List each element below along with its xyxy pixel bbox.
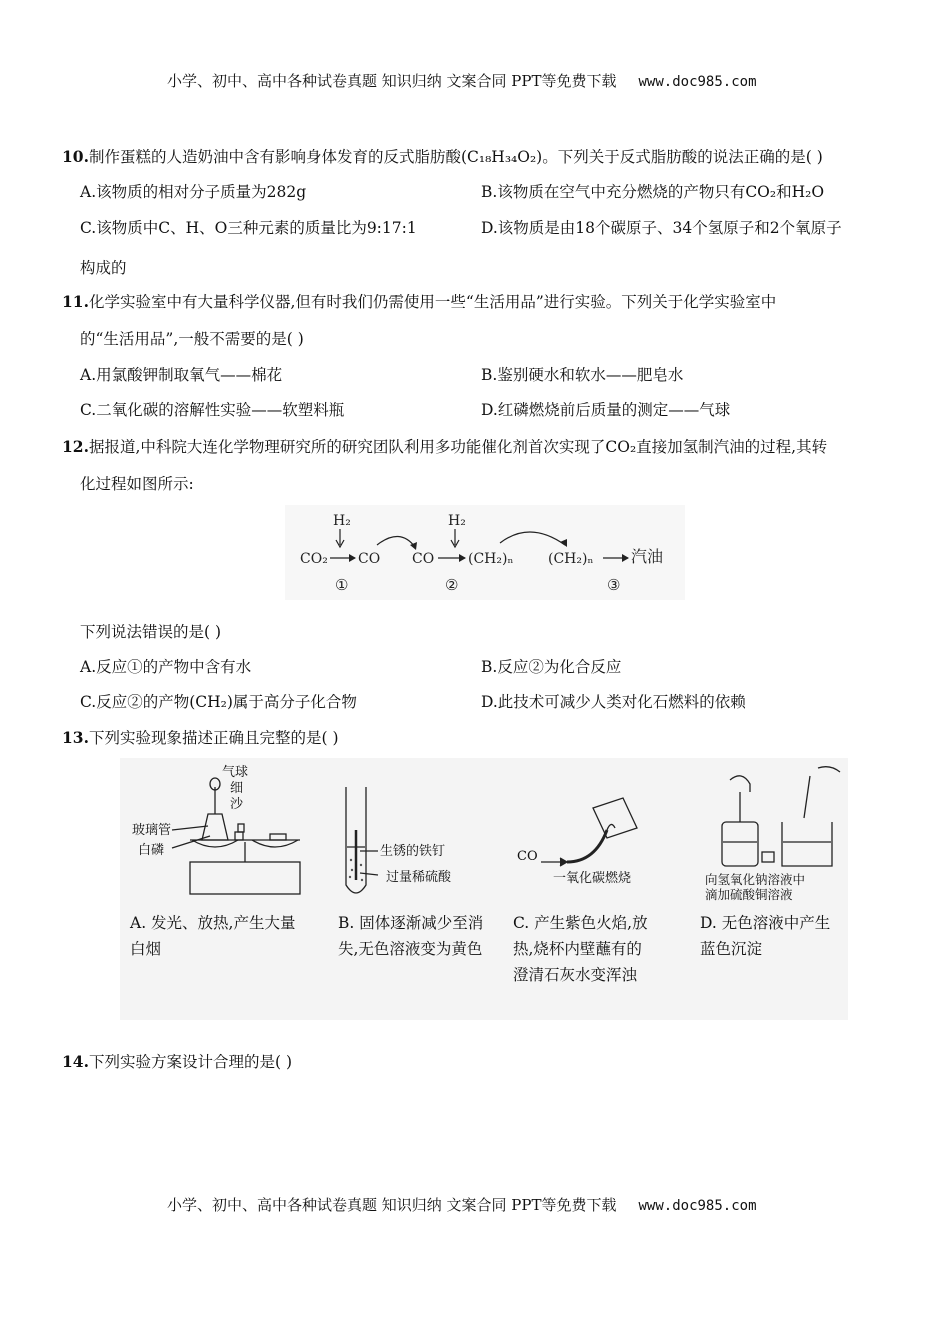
figure-c-co-combustion [515,790,675,890]
weight-2 [238,824,244,832]
q12-option-d: D.此技术可减少人类对化石燃料的依赖 [481,693,746,711]
q12-option-a: A.反应①的产物中含有水 [80,658,252,676]
q11-option-c: C.二氧化碳的溶解性实验——软塑料瓶 [80,401,345,419]
q12-option-c: C.反应②的产物(CH₂)属于高分子化合物 [80,693,357,711]
q10-option-d-cont: 构成的 [80,259,127,277]
question-number: 14. [62,1052,89,1071]
left-pan [192,840,238,847]
label-co-burning: 一氧化碳燃烧 [553,871,632,886]
page-header [167,70,757,91]
figure-c-caption: C. 产生紫色火焰,放热,烧杯内壁蘸有的澄清石灰水变浑浊 [513,914,648,984]
question-14-stem: 14.下列实验方案设计合理的是( ) [62,1052,292,1071]
question-number: 11. [62,292,89,311]
question-10-stem: 10.制作蛋糕的人造奶油中含有影响身体发育的反式脂肪酸(C₁₈H₃₄O₂)。下列关于反式脂肪酸的说法正确的是( ) [62,147,823,166]
question-number: 13. [62,728,89,747]
question-number: 10. [62,147,89,166]
conversion-diagram [285,505,685,600]
co2-label: CO₂ [300,551,328,567]
ch2-label-b: (CH₂)ₙ [548,551,594,567]
figure-a-caption: A. 发光、放热,产生大量白烟 [130,914,296,958]
figure-d-beakers [700,762,850,902]
label-sand-1: 细 [230,781,244,796]
weight-3 [270,834,286,840]
question-11-stem: 11.化学实验室中有大量科学仪器,但有时我们仍需使用一些“生活用品”进行实验。下列关于化学实验室中 [62,292,777,311]
dropper-right [804,776,810,818]
question-number: 12. [62,437,89,456]
step-2-label: ② [445,576,459,594]
q10-option-c: C.该物质中C、H、O三种元素的质量比为9:17:1 [80,219,417,237]
figure-b-test-tube [338,785,488,905]
q10-option-d: D.该物质是由18个碳原子、34个氢原子和2个氧原子 [481,219,842,237]
step-1-label: ① [335,576,349,594]
gasoline-label: 汽油 [631,547,664,566]
q11-option-d: D.红磷燃烧前后质量的测定——气球 [481,401,731,419]
hand-left [730,776,750,792]
label-cuso4: 滴加硫酸铜溶液 [705,887,793,902]
question-12-stem-cont: 化过程如图所示: [80,475,194,493]
question-12-substem: 下列说法错误的是( ) [80,623,222,641]
hand-right [818,767,840,772]
leader-acid [360,873,378,875]
q12-option-b: B.反应②为化合反应 [481,658,622,676]
figure-a-balance [130,762,315,902]
ch2-label-a: (CH₂)ₙ [468,551,514,567]
gas-arrowhead [560,858,567,866]
q10-option-a: A.该物质的相对分子质量为282g [80,183,307,201]
reagent-bottle [722,822,758,866]
q11-option-b: B.鉴别硬水和软水——肥皂水 [481,366,684,384]
bottle-stopper [762,852,774,862]
beaker [782,822,832,866]
label-rusty-nail: 生锈的铁钉 [380,844,446,859]
header-text: 小学、初中、高中各种试卷真题 知识归纳 文案合同 PPT等免费下载 [167,72,617,90]
flame [607,824,615,830]
question-12-stem: 12.据报道,中科院大连化学物理研究所的研究团队利用多功能催化剂首次实现了CO₂直接加氢制汽油的过程,其转 [62,437,828,456]
q11-option-a: A.用氯酸钾制取氧气——棉花 [80,366,283,384]
figure-d-caption: D. 无色溶液中产生蓝色沉淀 [700,914,831,958]
leader-glass-tube [172,826,208,830]
label-glass-tube: 玻璃管 [132,823,172,838]
gas-tube [567,830,607,862]
label-naoh: 向氢氧化钠溶液中 [705,872,806,887]
co-label-b: CO [412,551,435,567]
label-dilute-sulfuric-acid: 过量稀硫酸 [386,870,452,885]
co-label-a: CO [358,551,381,567]
h2-label-2: H₂ [448,513,466,529]
page-footer [167,1194,757,1215]
footer-text: 小学、初中、高中各种试卷真题 知识归纳 文案合同 PPT等免费下载 [167,1196,617,1214]
h2-label-1: H₂ [333,513,351,529]
label-sand-2: 沙 [230,797,244,812]
figure-b-caption: B. 固体逐渐减少至消失,无色溶液变为黄色 [338,914,484,958]
header-url[interactable]: www.doc985.com [638,74,757,90]
leader-phosphorus [172,836,210,848]
label-balloon: 气球 [222,765,249,780]
q10-option-b: B.该物质在空气中充分燃烧的产物只有CO₂和H₂O [481,183,825,201]
step-3-label: ③ [607,576,621,594]
question-13-stem: 13.下列实验现象描述正确且完整的是( ) [62,728,339,747]
conical-flask [202,814,228,840]
balance-base [190,862,300,894]
question-11-stem-cont: 的“生活用品”,一般不需要的是( ) [80,330,304,348]
right-pan [252,840,298,847]
footer-url[interactable]: www.doc985.com [638,1198,757,1214]
label-co: CO [517,849,538,864]
label-white-phosphorus: 白磷 [138,843,165,858]
inverted-beaker [593,798,637,838]
weight-1 [235,832,243,840]
